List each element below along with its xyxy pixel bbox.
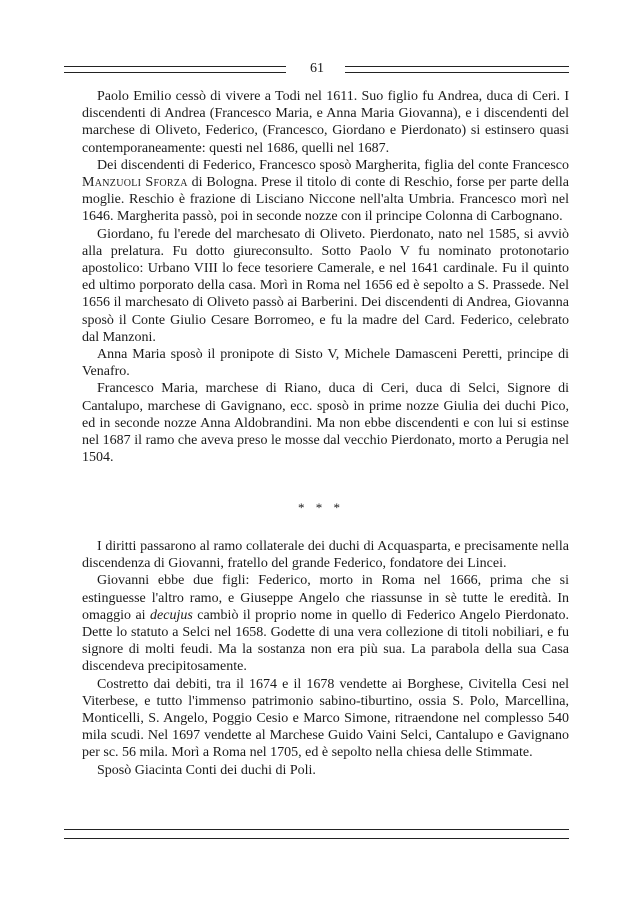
paragraph: [82, 346, 569, 380]
body-section-2: [82, 538, 569, 779]
paragraph-text: di Bologna. Prese il titolo di conte di Reschio, forse per parte della moglie. Reschio è frazione di Lisciano Niccone nell'alta Umbria. Francesco morì nel 1646. Margherita passò, poi in seconde nozze con il principe Colonna di Carbognano.: [82, 175, 569, 225]
paragraph: [82, 380, 569, 466]
paragraph-text: Paolo Emilio cessò di vivere a Todi nel 1611. Suo figlio fu Andrea, duca di Ceri. I discendenti di Andrea (Francesco Maria, e Anna Maria Giovanna), e i discendenti del marchese di Oliveto, Federico, (Francesco, Giordano e Pierdonato) si estinsero quasi contemporaneamente: questi nel 1686, quelli nel 1687.: [82, 89, 569, 156]
paragraph: [82, 157, 569, 226]
paragraph-text: Anna Maria sposò il pronipote di Sisto V, Michele Damasceni Peretti, principe di Venafro.: [82, 347, 569, 380]
family-name-smallcaps: Manzuoli Sforza: [82, 175, 188, 191]
header-rule-right: [345, 66, 569, 73]
paragraph-text: I diritti passarono al ramo collaterale dei duchi di Acquasparta, e precisamente nella discendenza di Giovanni, fratello del grande Federico, fondatore dei Lincei.: [82, 539, 569, 572]
paragraph-text: Costretto dai debiti, tra il 1674 e il 1678 vendette ai Borghese, Civitella Cesi nel Viterbese, e tutto l'immenso patrimonio sabino-tiburtino, ossia S. Polo, Marcellina, Monticelli, S. Angelo, Poggio Cesio e Marco Simone, ritraendone nel complesso 540 mila scudi. Nel 1697 vendette al Marchese Guido Vaini Selci, Cantalupo e Gavignano per sc. 56 mila. Morì a Roma nel 1705, ed è sepolto nella chiesa delle Stimmate.: [82, 676, 569, 761]
paragraph: [82, 88, 569, 157]
paragraph-text: cambiò il proprio nome in quello di Federico Angelo Pierdonato. Dette lo statuto a Selci nel 1658. Godette di una vera collezione di titoli nobiliari, e fu signore di molti feudi. Ma la sostanza non era più sua. La parabola della sua Casa discendeva precipitosamente.: [82, 607, 569, 675]
paragraph-text: Francesco Maria, marchese di Riano, duca di Ceri, duca di Selci, Signore di Cantalupo, marchese di Gavignano, ecc. sposò in prime nozze Giulia dei duchi Pico, ed in seconde nozze Anna Aldobrandini. Ma non ebbe discendenti e con lui si estinse nel 1687 il ramo che aveva preso le mosse dal vecchio Pierdonato, morto a Perugia nel 1504.: [82, 381, 569, 466]
paragraph-text: Sposò Giacinta Conti dei duchi di Poli.: [97, 762, 316, 778]
header-rule-left: [64, 66, 286, 73]
paragraph: [82, 762, 569, 779]
paragraph: [82, 676, 569, 762]
paragraph-text: Giordano, fu l'erede del marchesato di Oliveto. Pierdonato, nato nel 1585, si avviò alla prelatura. Fu dotto giureconsulto. Sotto Paolo V fu nominato protonotario apostolico: Urbano VIII lo fece tesoriere Camerale, e nel 1641 cardinale. Fu il quinto ed ultimo porporato della casa. Morì in Roma nel 1656 ed è sepolto a S. Prassede. Nel 1656 il marchesato di Oliveto passò ai Barberini. Dei discendenti di Andrea, Giovanna sposò il Conte Giulio Cesare Borromeo, e fu la madre del Card. Federico, celebrato dal Manzoni.: [82, 226, 569, 345]
page-number: 61: [310, 61, 324, 76]
paragraph-text: Dei discendenti di Federico, Francesco sposò Margherita, figlia del conte Francesco: [97, 157, 569, 173]
footer-rule: [64, 829, 569, 839]
italic-term: decujus: [150, 607, 193, 623]
section-separator: * * *: [298, 500, 344, 515]
paragraph: [82, 538, 569, 572]
body-section-1: [82, 88, 569, 466]
page-header: [64, 59, 569, 79]
paragraph: [82, 226, 569, 346]
paragraph: [82, 572, 569, 675]
paragraph-text: Giovanni ebbe due figli: Federico, morto in Roma nel 1666, prima che si estinguesse l'altro ramo, e Giuseppe Angelo che riassunse in sè tutte le eredità. In omaggio ai: [82, 573, 569, 623]
